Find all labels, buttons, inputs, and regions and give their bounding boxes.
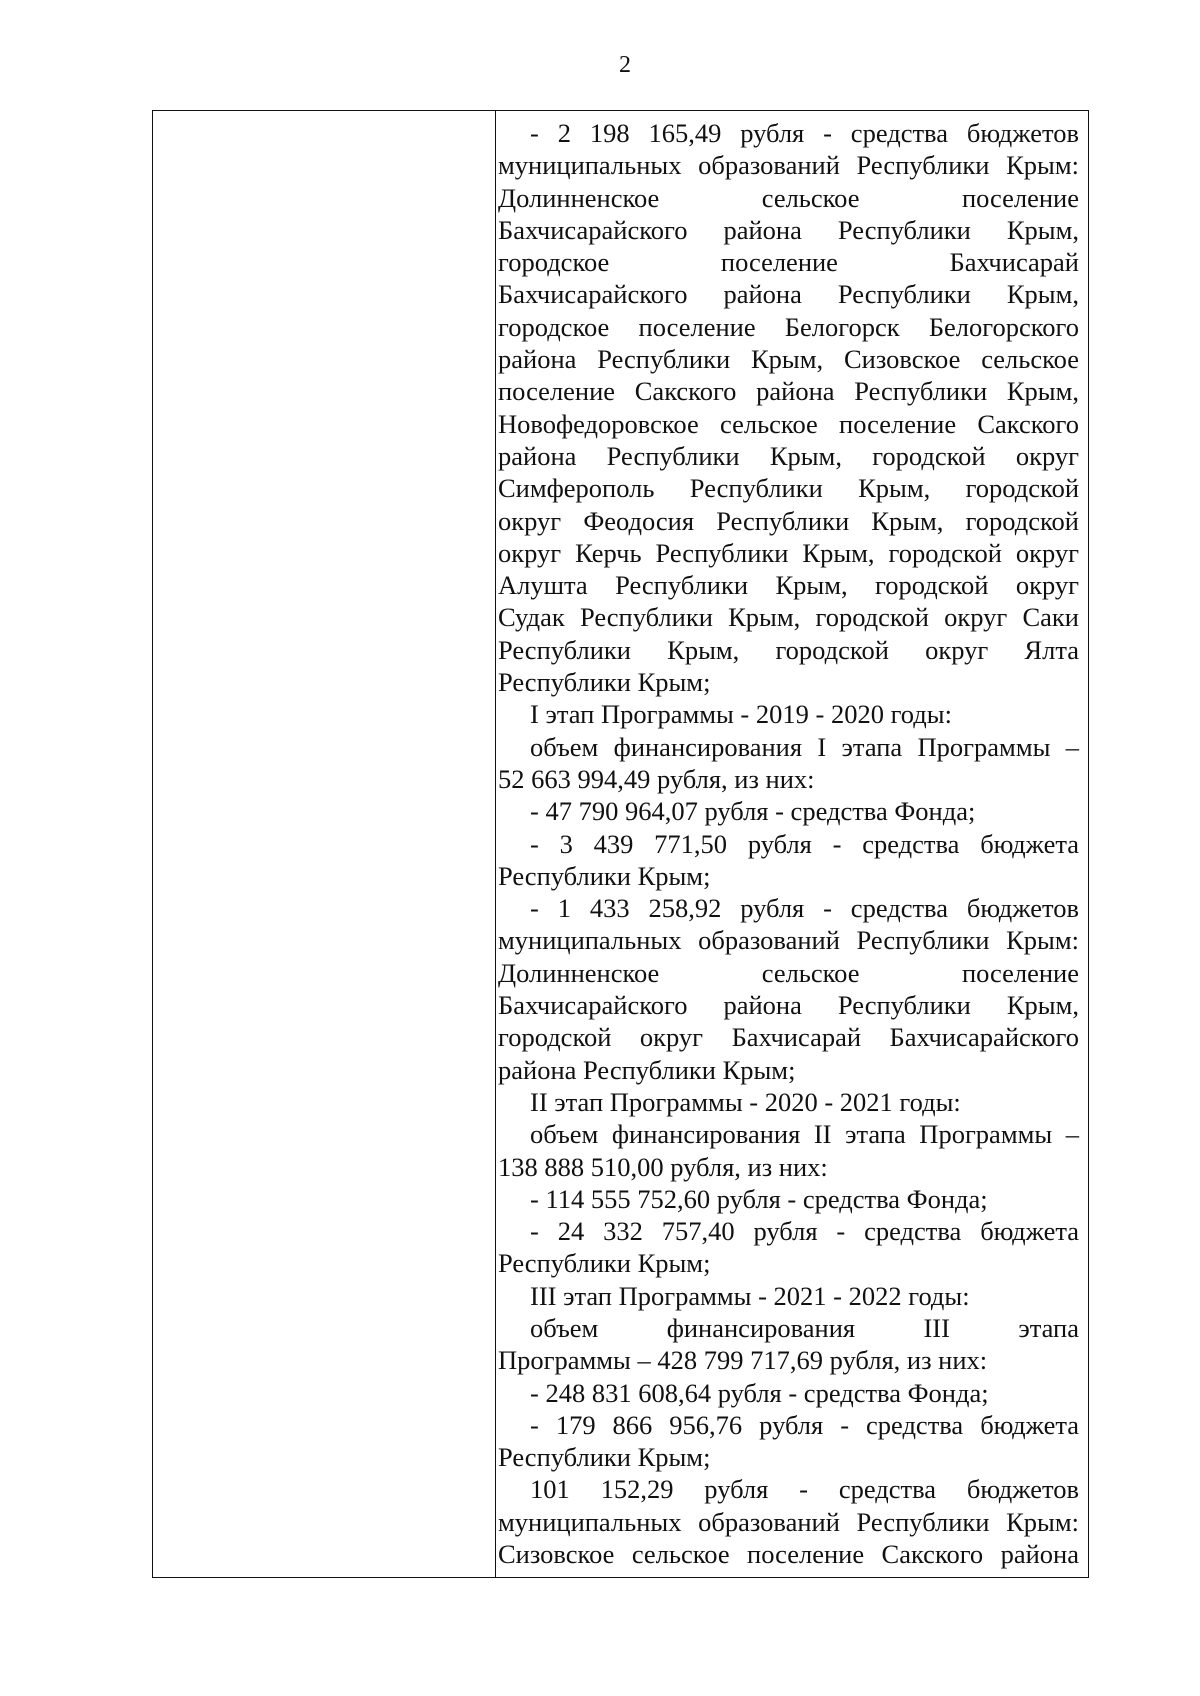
right-cell-text [498,117,1079,1570]
text-line: Алушта Республики Крым, городской округ [498,570,1079,601]
text-line: Долинненское сельское поселение [498,182,1079,213]
text-line: городской округ Бахчисарай Бахчисарайского [498,1022,1079,1053]
text-line: района Республики Крым, Сизовское сельское [498,344,1079,375]
text-line: Новофедоровское сельское поселение Сакского [498,408,1079,439]
text-line: - 114 555 752,60 рубля - средства Фонда; [530,1183,988,1214]
text-line: поселение Сакского района Республики Крым, [498,376,1079,407]
text-line: Республики Крым; [498,1442,711,1473]
text-line: Программы – 428 799 717,69 рубля, из них: [498,1345,988,1376]
text-line: округ Керчь Республики Крым, городской округ [498,537,1079,568]
text-line: района Республики Крым, городской округ [498,440,1079,471]
text-line: 101 152,29 рубля - средства бюджетов [530,1474,1079,1505]
text-line: - 2 198 165,49 рубля - средства бюджетов [530,118,1079,148]
text-line: - 47 790 964,07 рубля - средства Фонда; [530,796,976,827]
text-line: - 24 332 757,40 рубля - средства бюджета [530,1216,1079,1247]
text-line: - 179 866 956,76 рубля - средства бюджета [530,1409,1079,1440]
text-line: городское поселение Бахчисарай [498,247,1079,278]
text-line: объем финансирования III этапа [530,1312,1079,1343]
text-line: Сизовское сельское поселение Сакского района [498,1539,1079,1570]
text-line: Бахчисарайского района Республики Крым, [498,214,1079,245]
text-line: района Республики Крым; [498,1054,796,1085]
text-line: - 1 433 258,92 рубля - средства бюджетов [530,893,1079,924]
text-line: Бахчисарайского района Республики Крым, [498,990,1079,1021]
text-line: Республики Крым, городской округ Ялта [498,634,1079,665]
text-line: - 248 831 608,64 рубля - средства Фонда; [530,1377,989,1408]
text-line: Судак Республики Крым, городской округ Саки [498,602,1079,633]
text-line: Симферополь Республики Крым, городской [498,473,1079,504]
page-number: 2 [619,52,631,78]
text-line: I этап Программы - 2019 - 2020 годы: [530,699,952,730]
text-line: городское поселение Белогорск Белогорского [498,311,1079,342]
text-line: - 3 439 771,50 рубля - средства бюджета [530,828,1079,859]
text-line: 138 888 510,00 рубля, из них: [498,1151,828,1182]
text-line: муниципальных образований Республики Крым: [498,1506,1079,1537]
text-line: II этап Программы - 2020 - 2021 годы: [530,1086,961,1117]
text-line: округ Феодосия Республики Крым, городской [498,505,1079,536]
text-line: Долинненское сельское поселение [498,957,1079,988]
text-line: III этап Программы - 2021 - 2022 годы: [530,1280,970,1311]
column-divider [495,111,496,1577]
text-line: Республики Крым; [498,667,711,698]
text-line: Республики Крым; [498,860,711,891]
text-line: муниципальных образований Республики Крым: [498,150,1079,181]
text-line: 52 663 994,49 рубля, из них: [498,763,815,794]
text-line: муниципальных образований Республики Крым: [498,925,1079,956]
document-table [152,110,1089,1578]
text-line: объем финансирования II этапа Программы – [530,1119,1079,1150]
text-line: Республики Крым; [498,1248,711,1279]
text-line: объем финансирования I этапа Программы – [530,731,1079,762]
text-line: Бахчисарайского района Республики Крым, [498,279,1079,310]
